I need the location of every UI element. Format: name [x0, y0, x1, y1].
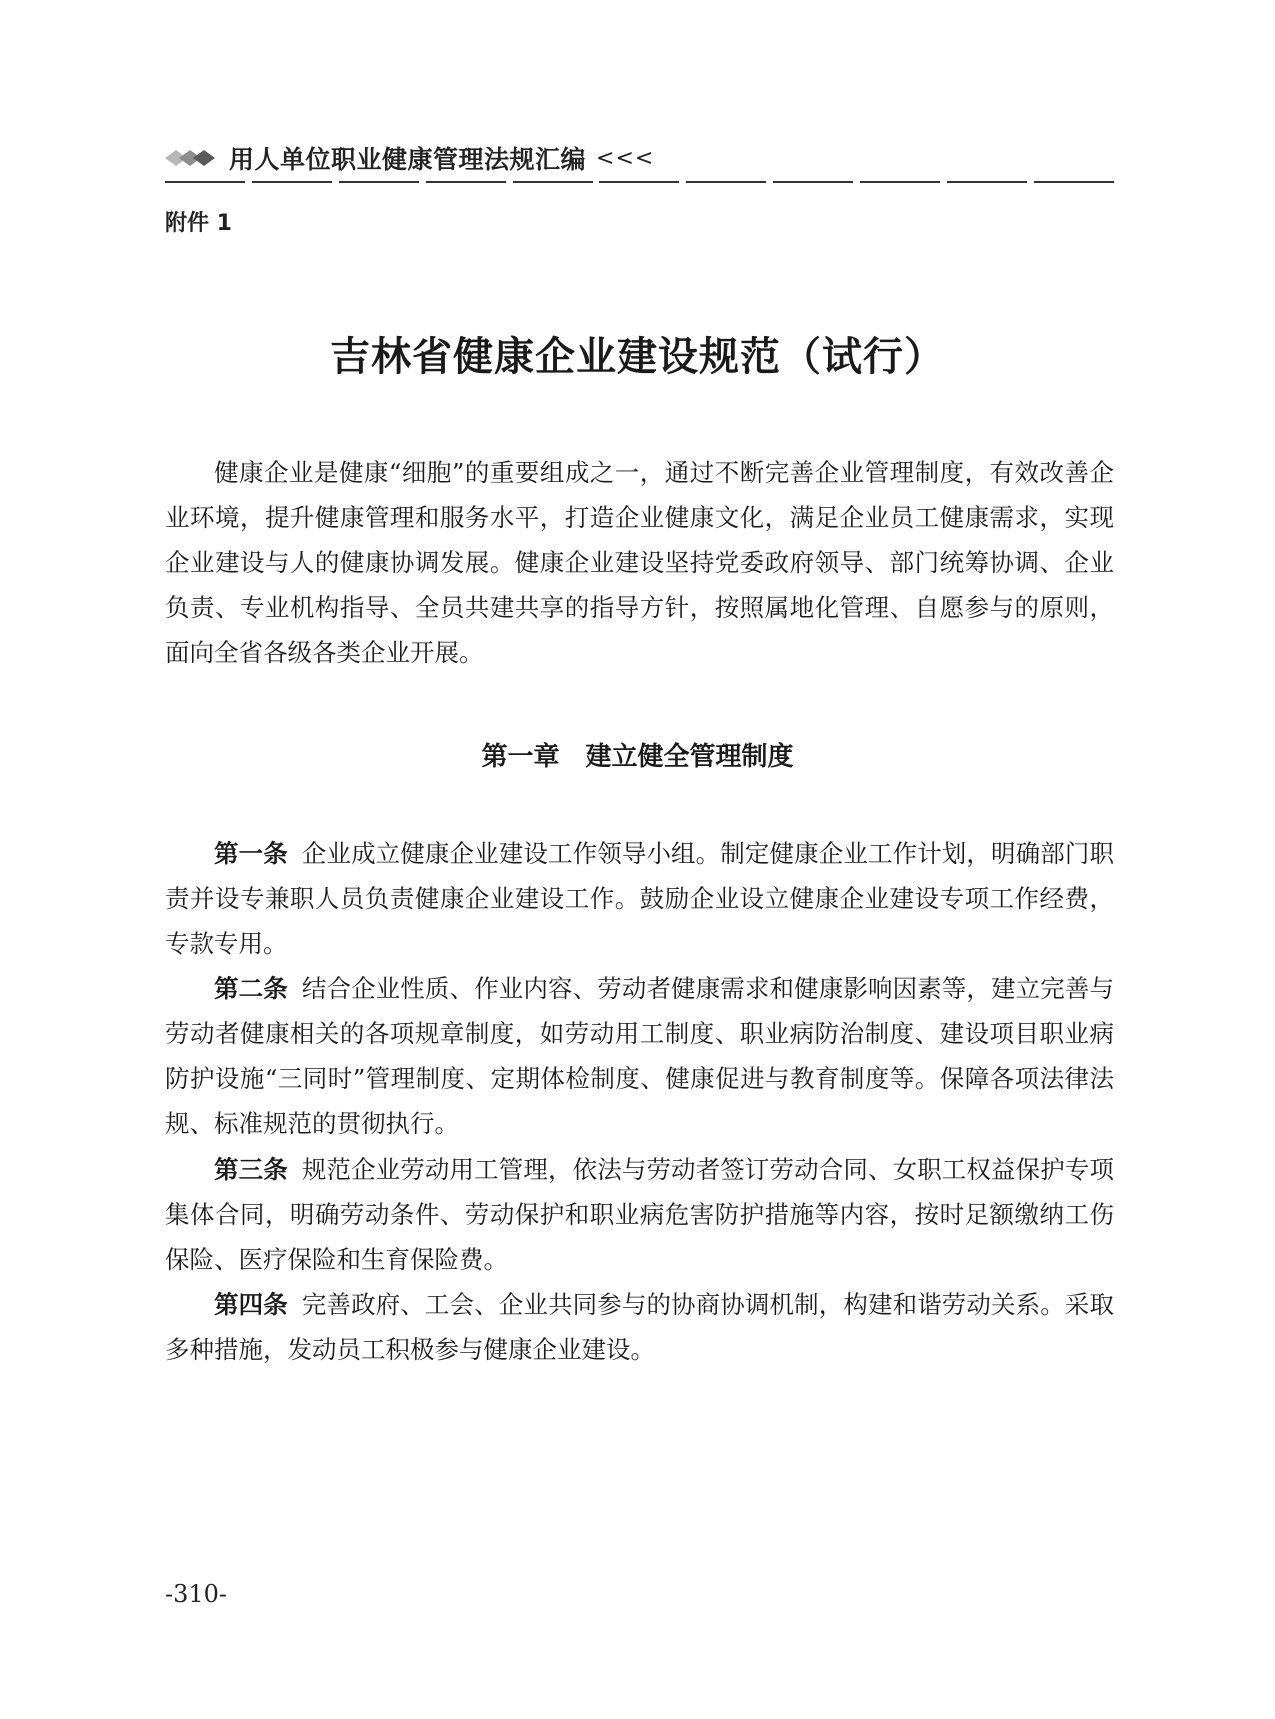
article-2 — [165, 966, 1114, 1146]
intro-paragraph: 健康企业是健康“细胞”的重要组成之一，通过不断完善企业管理制度，有效改善企业环境，提升健康管理和服务水平，打造企业健康文化，满足企业员工健康需求，实现企业建设与人的健康协调发展。健康企业建设坚持党委政府领导、部门统筹协调、企业负责、专业机构指导、全员共建共享的指导方针，按照属地化管理、自愿参与的原则，面向全省各级各类企业开展。 — [165, 458, 1114, 667]
article-text: 规范企业劳动用工管理，依法与劳动者签订劳动合同、女职工权益保护专项集体合同，明确劳动条件、劳动保护和职业病危害防护措施等内容，按时足额缴纳工伤保险、医疗保险和生育保险费。 — [165, 1155, 1114, 1274]
article-label: 第二条 — [214, 974, 288, 1003]
chapter-heading — [0, 736, 1275, 773]
chapter-number: 第一章 — [481, 742, 560, 772]
header-chevrons: <<< — [596, 145, 655, 171]
article-text: 企业成立健康企业建设工作领导小组。制定健康企业工作计划，明确部门职责并设专兼职人员负责健康企业建设工作。鼓励企业设立健康企业建设专项工作经费，专款专用。 — [165, 839, 1114, 958]
article-1 — [165, 831, 1114, 966]
article-text: 完善政府、工会、企业共同参与的协商协调机制，构建和谐劳动关系。采取多种措施，发动员工积极参与健康企业建设。 — [165, 1290, 1114, 1364]
article-4 — [165, 1282, 1114, 1372]
running-header — [165, 138, 654, 178]
header-title: 用人单位职业健康管理法规汇编 — [229, 145, 587, 174]
header-rule — [165, 181, 1114, 184]
article-text: 结合企业性质、作业内容、劳动者健康需求和健康影响因素等，建立完善与劳动者健康相关的各项规章制度，如劳动用工制度、职业病防治制度、建设项目职业病防护设施“三同时”管理制度、定期体检制度、健康促进与教育制度等。保障各项法律法规、标准规范的贯彻执行。 — [165, 974, 1114, 1138]
chapter-title: 建立健全管理制度 — [585, 742, 794, 772]
document-title: 吉林省健康企业建设规范（试行） — [330, 333, 945, 380]
article-label: 第三条 — [214, 1155, 288, 1184]
article-label: 第一条 — [214, 839, 288, 868]
page-number: -310- — [165, 1580, 228, 1608]
article-3 — [165, 1147, 1114, 1282]
attachment-label: 附件 1 — [165, 211, 232, 236]
diamond-ornament-icon — [165, 147, 215, 169]
article-label: 第四条 — [214, 1290, 288, 1319]
